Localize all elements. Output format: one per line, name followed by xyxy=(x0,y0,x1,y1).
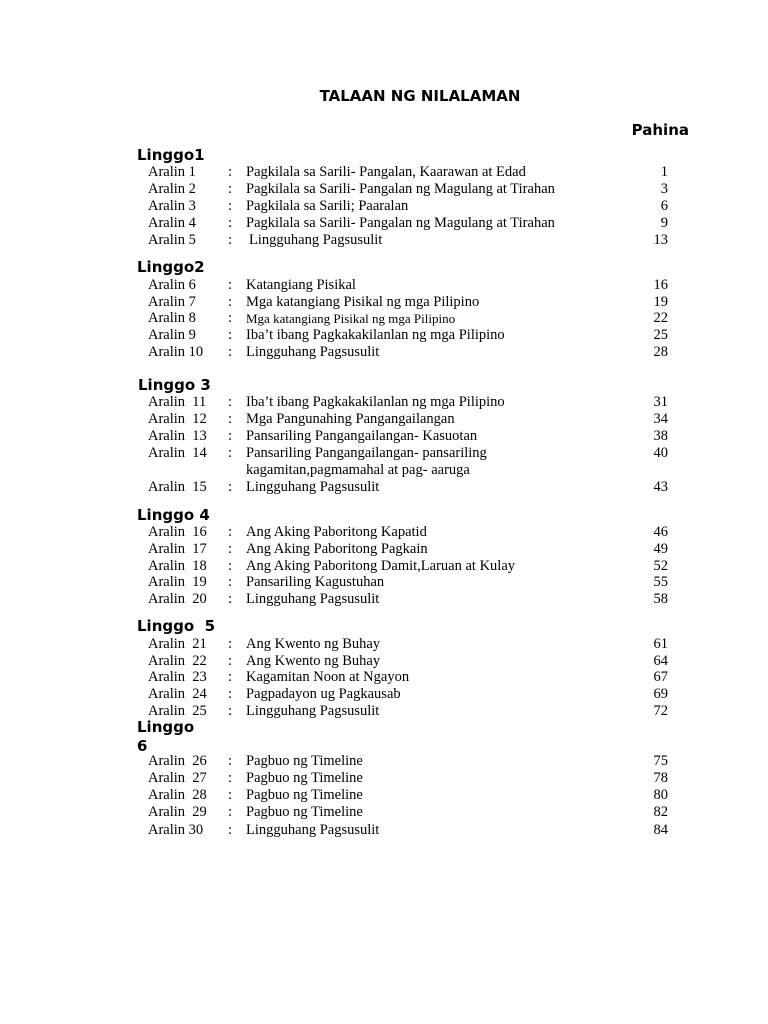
lesson-topic: Pagbuo ng Timeline xyxy=(246,753,363,769)
lesson-label: Aralin 28 xyxy=(148,787,207,803)
toc-row xyxy=(0,636,768,653)
lesson-topic: Pansariling Pangangailangan- Kasuotan xyxy=(246,428,478,444)
page-number: 58 xyxy=(653,591,668,607)
page-number: 22 xyxy=(653,310,668,326)
separator: : xyxy=(228,636,233,652)
separator: : xyxy=(228,198,233,214)
toc-row xyxy=(0,479,768,496)
lesson-topic: Katangiang Pisikal xyxy=(246,277,356,293)
separator: : xyxy=(228,574,233,590)
lesson-label: Aralin 20 xyxy=(148,591,207,607)
toc-row xyxy=(0,822,768,839)
separator: : xyxy=(228,558,233,574)
toc-row xyxy=(0,344,768,361)
lesson-label: Aralin 9 xyxy=(148,327,196,343)
lesson-label: Aralin 23 xyxy=(148,669,207,685)
lesson-topic: Iba’t ibang Pagkakakilanlan ng mga Pilipino xyxy=(246,394,505,410)
page-title: TALAAN NG NILALAMAN xyxy=(319,87,521,105)
lesson-label: Aralin 4 xyxy=(148,215,196,231)
week-heading: Linggo1 xyxy=(137,146,205,164)
lesson-topic: Pagkilala sa Sarili- Pangalan ng Magulang at Tirahan xyxy=(246,215,555,231)
separator: : xyxy=(228,232,233,248)
separator: : xyxy=(228,822,233,838)
separator: : xyxy=(228,479,233,495)
toc-row xyxy=(0,770,768,787)
lesson-label: Aralin 12 xyxy=(148,411,207,427)
lesson-label: Aralin 6 xyxy=(148,277,196,293)
lesson-topic: Pagkilala sa Sarili- Pangalan ng Magulang at Tirahan xyxy=(246,181,555,197)
separator: : xyxy=(228,591,233,607)
lesson-topic: Lingguhang Pagsusulit xyxy=(246,591,380,607)
lesson-topic: Pagbuo ng Timeline xyxy=(246,804,363,820)
lesson-label: Aralin 5 xyxy=(148,232,196,248)
lesson-topic: Pagbuo ng Timeline xyxy=(246,770,363,786)
separator: : xyxy=(228,181,233,197)
toc-row xyxy=(0,327,768,344)
separator: : xyxy=(228,394,233,410)
lesson-topic: Ang Kwento ng Buhay xyxy=(246,636,381,652)
lesson-label: Aralin 7 xyxy=(148,294,196,310)
separator: : xyxy=(228,294,233,310)
separator: : xyxy=(228,669,233,685)
separator: : xyxy=(228,804,233,820)
lesson-label: Aralin 13 xyxy=(148,428,207,444)
page-number: 40 xyxy=(653,445,668,461)
page-number: 34 xyxy=(653,411,668,427)
separator: : xyxy=(228,310,233,326)
separator: : xyxy=(228,703,233,719)
page-number: 31 xyxy=(653,394,668,410)
lesson-topic: Pansariling Kagustuhan xyxy=(246,574,385,590)
lesson-label: Aralin 17 xyxy=(148,541,207,557)
toc-row xyxy=(0,753,768,770)
page-number: 28 xyxy=(653,344,668,360)
toc-row xyxy=(0,804,768,821)
lesson-topic: Pagkilala sa Sarili; Paaralan xyxy=(246,198,409,214)
week-heading: Linggo 4 xyxy=(137,506,210,524)
lesson-topic: Ang Aking Paboritong Pagkain xyxy=(246,541,428,557)
lesson-topic: Lingguhang Pagsusulit xyxy=(246,703,380,719)
page-number: 49 xyxy=(653,541,668,557)
toc-row xyxy=(0,428,768,445)
page-number: 46 xyxy=(653,524,668,540)
lesson-label: Aralin 2 xyxy=(148,181,196,197)
lesson-label: Aralin 10 xyxy=(148,344,204,360)
toc-row xyxy=(0,653,768,670)
toc-row xyxy=(0,541,768,558)
page-number: 64 xyxy=(653,653,668,669)
week-heading: Linggo 6 xyxy=(137,718,195,755)
lesson-label: Aralin 16 xyxy=(148,524,207,540)
separator: : xyxy=(228,277,233,293)
separator: : xyxy=(228,327,233,343)
toc-row xyxy=(0,164,768,181)
lesson-topic: Lingguhang Pagsusulit xyxy=(246,479,380,495)
page-number: 1 xyxy=(660,164,668,180)
lesson-label: Aralin 30 xyxy=(148,822,204,838)
toc-row xyxy=(0,411,768,428)
separator: : xyxy=(228,445,233,461)
page-number: 9 xyxy=(660,215,668,231)
lesson-topic: Pagkilala sa Sarili- Pangalan, Kaarawan at Edad xyxy=(246,164,526,180)
week-heading xyxy=(137,617,215,636)
toc-row xyxy=(0,574,768,591)
lesson-label: Aralin 25 xyxy=(148,703,207,719)
toc-row xyxy=(0,524,768,541)
lesson-label: Aralin 1 xyxy=(148,164,196,180)
lesson-topic: Pagpadayon ug Pagkausab xyxy=(246,686,401,702)
toc-row xyxy=(0,445,768,479)
separator: : xyxy=(228,411,233,427)
lesson-topic: Lingguhang Pagsusulit xyxy=(246,344,380,360)
toc-row xyxy=(0,198,768,215)
page-number: 3 xyxy=(660,181,668,197)
week-heading: Linggo 3 xyxy=(138,376,211,394)
lesson-topic: Pansariling Pangangailangan- pansariling kagamitan,pagmamahal at pag- aaruga xyxy=(246,445,487,478)
lesson-label: Aralin 15 xyxy=(148,479,207,495)
separator: : xyxy=(228,753,233,769)
toc-row xyxy=(0,215,768,232)
lesson-label: Aralin 26 xyxy=(148,753,207,769)
separator: : xyxy=(228,541,233,557)
lesson-topic: Iba’t ibang Pagkakakilanlan ng mga Pilipino xyxy=(246,327,505,343)
lesson-topic: Lingguhang Pagsusulit xyxy=(249,232,383,248)
toc-row xyxy=(0,686,768,703)
lesson-topic: Ang Kwento ng Buhay xyxy=(246,653,381,669)
separator: : xyxy=(228,164,233,180)
lesson-label: Aralin 11 xyxy=(148,394,207,410)
page-number: 82 xyxy=(653,804,668,820)
toc-row xyxy=(0,232,768,249)
page-number: 13 xyxy=(653,232,668,248)
separator: : xyxy=(228,770,233,786)
separator: : xyxy=(228,653,233,669)
page-number: 69 xyxy=(653,686,668,702)
lesson-topic: Pagbuo ng Timeline xyxy=(246,787,363,803)
page-number: 6 xyxy=(660,198,668,214)
page-number: 61 xyxy=(653,636,668,652)
toc-row xyxy=(0,181,768,198)
lesson-label: Aralin 24 xyxy=(148,686,207,702)
week-heading-text: Linggo 5 xyxy=(137,617,216,635)
lesson-topic: Mga katangiang Pisikal ng mga Pilipino xyxy=(246,311,456,326)
lesson-label: Aralin 19 xyxy=(148,574,207,590)
lesson-label: Aralin 21 xyxy=(148,636,207,652)
toc-row xyxy=(0,591,768,608)
lesson-label: Aralin 27 xyxy=(148,770,207,786)
lesson-topic: Ang Aking Paboritong Kapatid xyxy=(246,524,427,540)
page-number: 16 xyxy=(653,277,668,293)
lesson-label: Aralin 22 xyxy=(148,653,207,669)
separator: : xyxy=(228,215,233,231)
separator: : xyxy=(228,344,233,360)
separator: : xyxy=(228,524,233,540)
lesson-topic: Ang Aking Paboritong Damit,Laruan at Kulay xyxy=(246,558,516,574)
week-heading: Linggo2 xyxy=(137,258,205,276)
toc-row xyxy=(0,394,768,411)
page-number: 78 xyxy=(653,770,668,786)
separator: : xyxy=(228,428,233,444)
page-number: 55 xyxy=(653,574,668,590)
page-number: 67 xyxy=(653,669,668,685)
lesson-label: Aralin 3 xyxy=(148,198,196,214)
toc-row xyxy=(0,787,768,804)
lesson-topic: Kagamitan Noon at Ngayon xyxy=(246,669,410,685)
separator: : xyxy=(228,787,233,803)
toc-row xyxy=(0,703,768,720)
page-column-header: Pahina xyxy=(631,121,689,139)
separator: : xyxy=(228,686,233,702)
page-number: 19 xyxy=(653,294,668,310)
toc-row xyxy=(0,558,768,575)
lesson-label: Aralin 18 xyxy=(148,558,207,574)
lesson-label: Aralin 14 xyxy=(148,445,207,461)
lesson-topic: Mga Pangunahing Pangangailangan xyxy=(246,411,455,427)
page-number: 72 xyxy=(653,703,668,719)
page-number: 75 xyxy=(653,753,668,769)
lesson-label: Aralin 8 xyxy=(148,310,196,326)
page-number: 43 xyxy=(653,479,668,495)
page-number: 38 xyxy=(653,428,668,444)
lesson-topic: Mga katangiang Pisikal ng mga Pilipino xyxy=(246,294,480,310)
lesson-label: Aralin 29 xyxy=(148,804,207,820)
page-number: 25 xyxy=(653,327,668,343)
toc-row xyxy=(0,669,768,686)
toc-row xyxy=(0,310,768,327)
page-number: 52 xyxy=(653,558,668,574)
page-number: 84 xyxy=(653,822,668,838)
page-number: 80 xyxy=(653,787,668,803)
toc-row xyxy=(0,277,768,294)
lesson-topic: Lingguhang Pagsusulit xyxy=(246,822,380,838)
toc-row xyxy=(0,294,768,311)
